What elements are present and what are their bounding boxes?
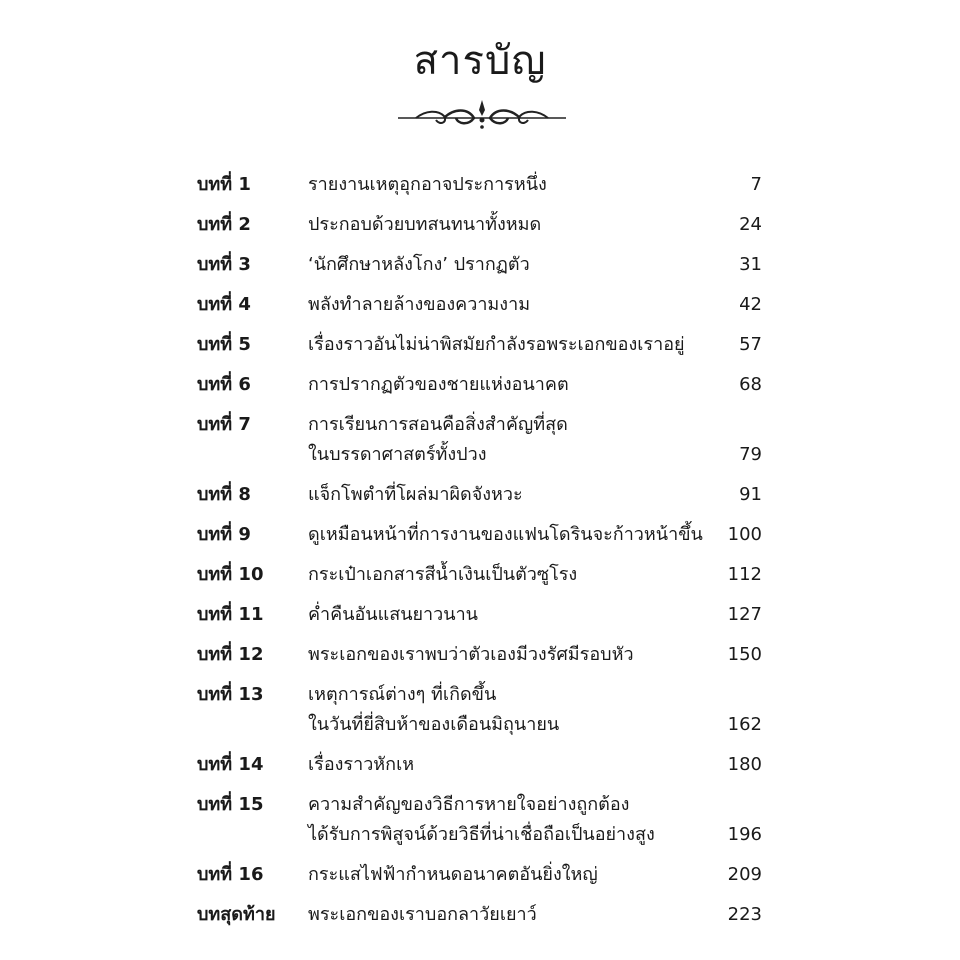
toc-entry	[0, 600, 960, 630]
chapter-title	[308, 250, 530, 280]
chapter-title-line: เรื่องราวอันไม่น่าพิสมัยกำลังรอพระเอกของเราอยู่	[308, 334, 685, 355]
chapter-title-line: ค่ำคืนอันแสนยาวนาน	[308, 604, 478, 625]
chapter-title-line: ดูเหมือนหน้าที่การงานของแฟนโดรินจะก้าวหน้าขึ้น	[308, 524, 703, 545]
page-number: 100	[727, 524, 762, 545]
toc-entry	[0, 250, 960, 280]
toc-entry	[0, 680, 960, 740]
chapter-title-line: การปรากฏตัวของชายแห่งอนาคต	[308, 374, 569, 395]
toc-entry	[0, 900, 960, 930]
chapter-title-line: เรื่องราวหักเห	[308, 754, 415, 775]
page-number: 196	[727, 824, 762, 845]
page-number: 24	[739, 214, 762, 235]
chapter-title	[308, 410, 568, 470]
chapter-title	[308, 290, 530, 320]
toc-entry	[0, 290, 960, 320]
chapter-title	[308, 790, 655, 850]
chapter-title	[308, 330, 685, 360]
chapter-title-line: พระเอกของเราบอกลาวัยเยาว์	[308, 904, 537, 925]
chapter-label: บทที่ 6	[197, 374, 251, 395]
page-number: 223	[727, 904, 762, 925]
chapter-title	[308, 600, 478, 630]
chapter-title	[308, 520, 703, 550]
flourish-ornament-icon	[396, 96, 568, 132]
chapter-title	[308, 480, 523, 510]
chapter-title-line: รายงานเหตุอุกอาจประการหนึ่ง	[308, 174, 547, 195]
chapter-label: บทที่ 9	[197, 524, 251, 545]
toc-entry	[0, 410, 960, 470]
chapter-title-line: ในวันที่ยี่สิบห้าของเดือนมิถุนายน	[308, 714, 560, 735]
toc-entry	[0, 170, 960, 200]
chapter-title-line: เหตุการณ์ต่างๆ ที่เกิดขึ้น	[308, 684, 497, 705]
chapter-label: บทที่ 2	[197, 214, 251, 235]
chapter-title	[308, 560, 577, 590]
chapter-title	[308, 210, 541, 240]
page-number: 57	[739, 334, 762, 355]
chapter-title-line: แจ็กโพตำที่โผล่มาผิดจังหวะ	[308, 484, 523, 505]
chapter-label: บทที่ 11	[197, 604, 264, 625]
page-number: 112	[727, 564, 762, 585]
chapter-label: บทที่ 10	[197, 564, 264, 585]
chapter-title-line: พระเอกของเราพบว่าตัวเองมีวงรัศมีรอบหัว	[308, 644, 634, 665]
chapter-label: บทที่ 13	[197, 684, 264, 705]
chapter-label: บทที่ 15	[197, 794, 264, 815]
page-number: 162	[727, 714, 762, 735]
chapter-title-line: การเรียนการสอนคือสิ่งสำคัญที่สุด	[308, 414, 568, 435]
page-number: 127	[727, 604, 762, 625]
chapter-title	[308, 680, 559, 740]
chapter-label: บทที่ 16	[197, 864, 264, 885]
chapter-title	[308, 750, 414, 780]
toc-entry	[0, 640, 960, 670]
toc-entry	[0, 520, 960, 550]
chapter-label: บทที่ 14	[197, 754, 264, 775]
table-of-contents	[0, 170, 960, 940]
page-number: 91	[739, 484, 762, 505]
chapter-title-line: กระเป๋าเอกสารสีน้ำเงินเป็นตัวซูโรง	[308, 564, 578, 585]
chapter-title-line: ได้รับการพิสูจน์ด้วยวิธีที่น่าเชื่อถือเป็นอย่างสูง	[308, 824, 655, 845]
chapter-title	[308, 900, 537, 930]
toc-entry	[0, 370, 960, 400]
chapter-label: บทที่ 8	[197, 484, 251, 505]
page-number: 31	[739, 254, 762, 275]
chapter-label: บทที่ 3	[197, 254, 251, 275]
page-number: 68	[739, 374, 762, 395]
chapter-title-line: ความสำคัญของวิธีการหายใจอย่างถูกต้อง	[308, 794, 630, 815]
toc-entry	[0, 330, 960, 360]
chapter-label: บทที่ 7	[197, 414, 251, 435]
toc-entry	[0, 750, 960, 780]
chapter-label: บทที่ 12	[197, 644, 264, 665]
chapter-title-line: ประกอบด้วยบทสนทนาทั้งหมด	[308, 214, 542, 235]
chapter-label: บทที่ 5	[197, 334, 251, 355]
page-number: 7	[750, 174, 762, 195]
chapter-title	[308, 860, 598, 890]
chapter-title-line: กระแสไฟฟ้ากำหนดอนาคตอันยิ่งใหญ่	[308, 864, 598, 885]
page-number: 209	[727, 864, 762, 885]
chapter-label: บทสุดท้าย	[197, 904, 276, 925]
toc-entry	[0, 860, 960, 890]
chapter-label: บทที่ 4	[197, 294, 251, 315]
toc-entry	[0, 790, 960, 850]
toc-entry	[0, 560, 960, 590]
chapter-title-line: ในบรรดาศาสตร์ทั้งปวง	[308, 444, 487, 465]
chapter-label: บทที่ 1	[197, 174, 251, 195]
page-number: 79	[739, 444, 762, 465]
page-number: 180	[727, 754, 762, 775]
chapter-title-line: พลังทำลายล้างของความงาม	[308, 294, 531, 315]
page-title: สารบัญ	[413, 38, 547, 84]
chapter-title	[308, 370, 569, 400]
page-number: 42	[739, 294, 762, 315]
page-number: 150	[727, 644, 762, 665]
chapter-title-line: ‘นักศึกษาหลังโกง’ ปรากฏตัว	[308, 254, 530, 275]
chapter-title	[308, 170, 547, 200]
toc-entry	[0, 210, 960, 240]
chapter-title	[308, 640, 634, 670]
toc-entry	[0, 480, 960, 510]
